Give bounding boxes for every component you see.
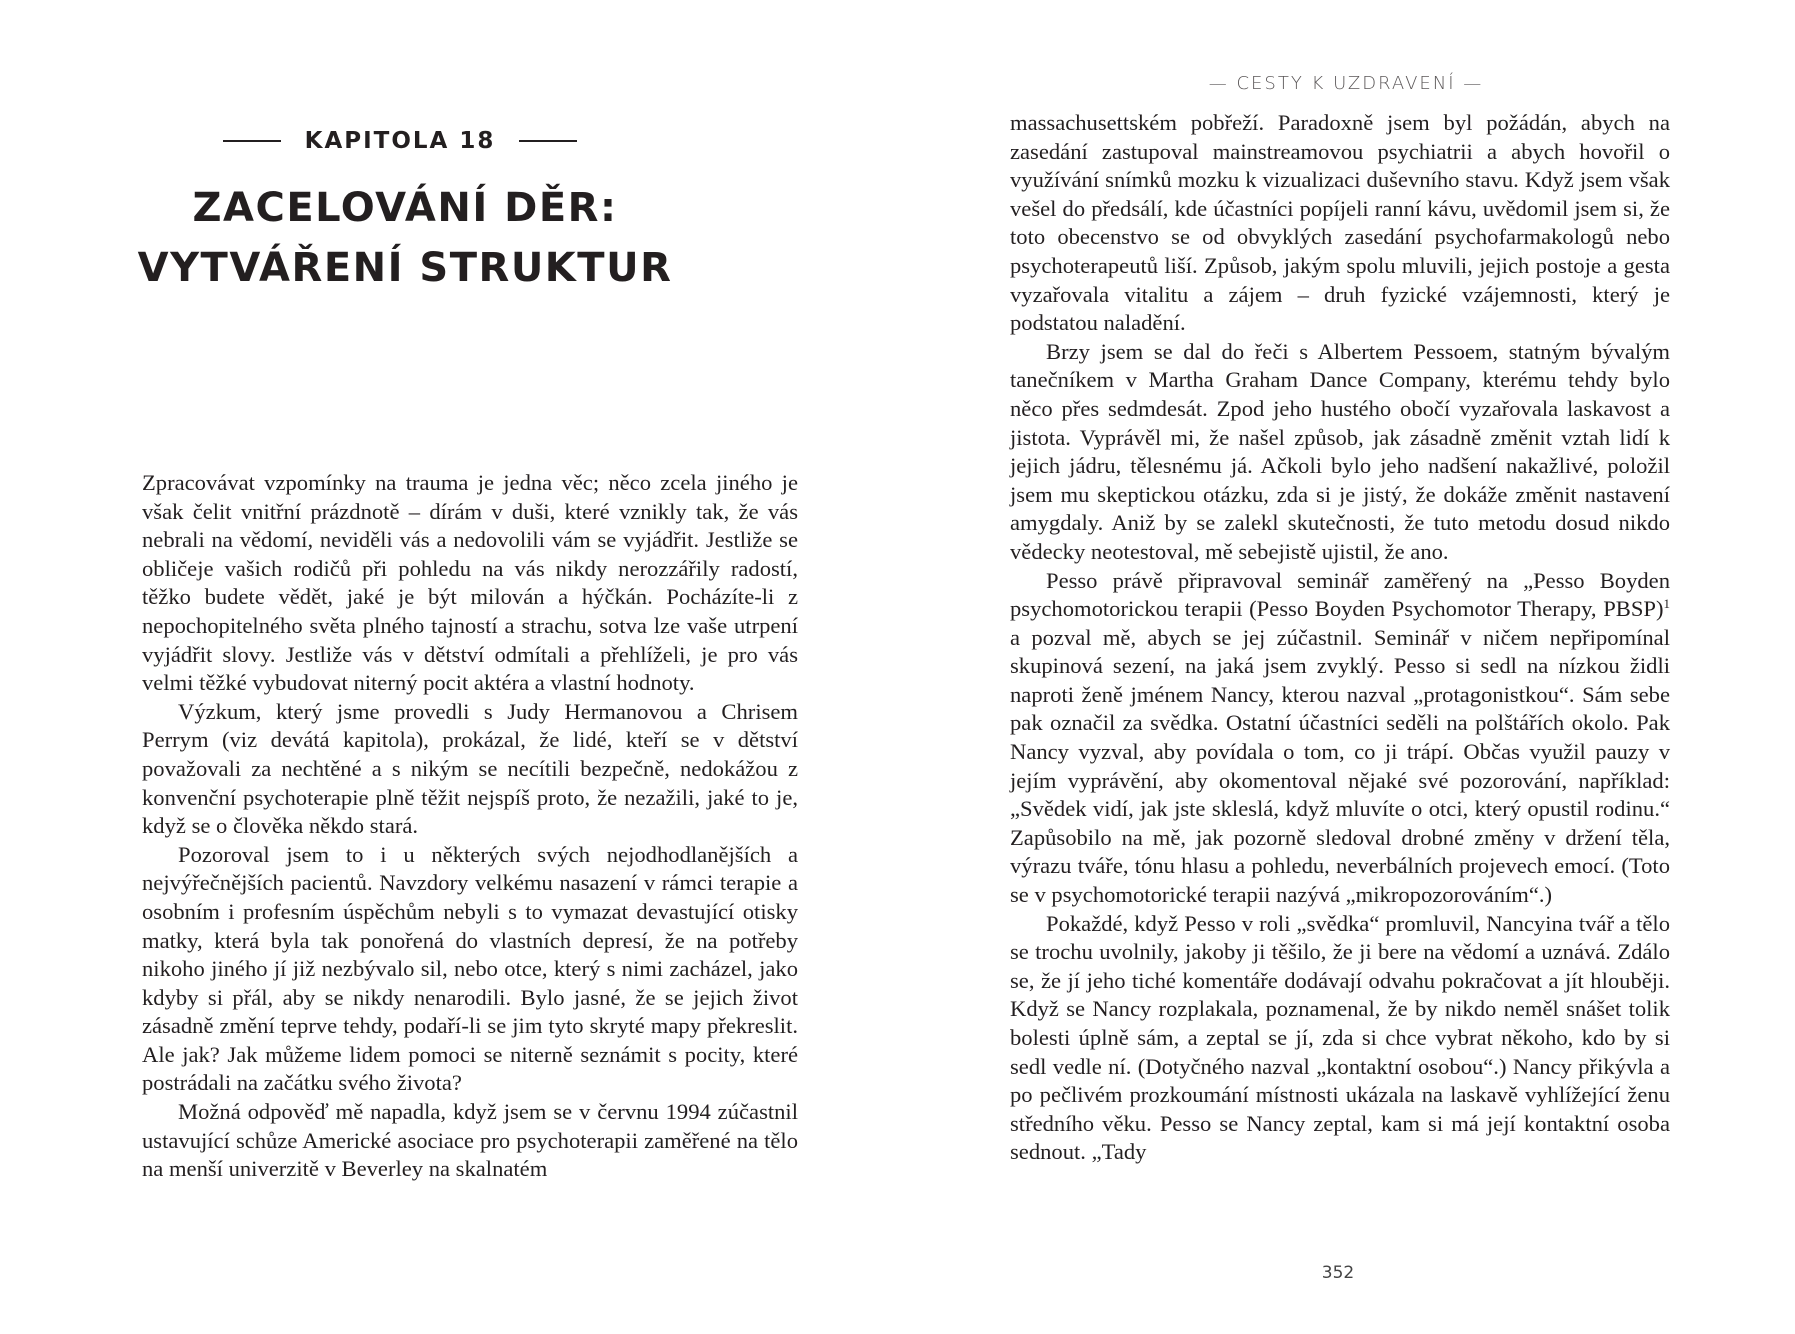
chapter-number: KAPITOLA 18 [304, 128, 496, 154]
chapter-title-line-2: VYTVÁŘENÍ STRUKTUR [137, 245, 673, 291]
paragraph-text: Pesso právě připravoval seminář zaměřený na „Pesso Boyden psychomotorickou terapii (Pesso Boyden Psychomotor Therapy, PBSP) [1010, 567, 1670, 622]
paragraph: Zpracovávat vzpomínky na trauma je jedna věc; něco zcela jiného je však čelit vnitřní prázdnotě – dírám v duši, které vznikly tak, že vás nebrali na vědomí, neviděli vás a nedovolili vám se vyjádřit. Jestliže se obličeje vašich rodičů při pohledu na vás nikdy nerozzářily radostí, těžko budete vědět, jaké je být milován a hýčkán. Pocházíte-li z nepochopitelného světa plného tajností a strachu, sotva lze vaše utrpení vyjádřit slovy. Jestliže vás v dětství odmítali a přehlíželi, je pro vás velmi těžké vybudovat niterný pocit aktéra a vlastní hodnoty. [142, 470, 798, 696]
paragraph [1010, 567, 1670, 910]
paragraph: Možná odpověď mě napadla, když jsem se v červnu 1994 zúčastnil ustavující schůze Americké asociace pro psychoterapii zaměřené na tělo na menší univerzitě v Beverley na skalnatém [142, 1099, 798, 1182]
left-page [0, 0, 897, 1334]
decorative-rule-left [223, 140, 281, 142]
page-number: 352 [1321, 1263, 1355, 1283]
right-page [897, 0, 1795, 1334]
paragraph: Pozoroval jsem to i u některých svých nejodhodlanějších a nejvýřečnějších pacientů. Navzdory velkému nasazení v rámci terapie a osobním i profesním úspěchům nebyli s to vymazat devastující otisky matky, která byla tak ponořená do vlastních depresí, že na potřeby nikoho jiného jí již nezbývalo sil, nebo otce, který s nimi zacházel, jako kdyby si přál, aby se nikdy nenarodili. Bylo jasné, že se jejich život zásadně změní teprve tehdy, podaří-li se jim tyto skryté mapy překreslit. Ale jak? Jak můžeme lidem pomoci se niterně seznámit s pocity, které postrádali na začátku svého života? [142, 841, 798, 1096]
decorative-rule-right [519, 140, 577, 142]
running-head: — CESTY K UZDRAVENÍ — [1208, 73, 1484, 94]
paragraph: Pokaždé, když Pesso v roli „svědka“ promluvil, Nancyina tvář a tělo se trochu uvolnily, jakoby ji těšilo, že ji bere na vědomí a uznává. Zdálo se, že jí jeho tiché komentáře dodávají odvahu pokračovat a jít hlouběji. Když se Nancy rozplakala, poznamenal, že by nikdo neměl snášet tolik bolesti úplně sám, a zeptal se jí, zda si chce vybrat někoho, kdo by si sedl vedle ní. (Dotyčného nazval „kontaktní osobou“.) Nancy přikývla a po pečlivém prozkoumání místnosti ukázala na laskavě vyhlížející ženu středního věku. Pesso se Nancy zeptal, kam si má její kontaktní osoba sednout. „Tady [1010, 910, 1670, 1165]
chapter-label [0, 128, 800, 154]
paragraph: Brzy jsem se dal do řeči s Albertem Pessoem, statným bývalým tanečníkem v Martha Graham Dance Company, kterému tehdy bylo něco přes sedmdesát. Zpod jeho hustého obočí vyzařovala laskavost a jistota. Vyprávěl mi, že našel způsob, jak zásadně změnit vztah lidí k jejich jádru, tělesnému já. Ačkoli bylo jeho nadšení nakažlivé, položil jsem mu skeptickou otázku, zda si je jistý, že dokáže změnit nastavení amygdaly. Aniž by se zalekl skutečnosti, že tuto metodu dosud nikdo vědecky neotestoval, mě sebejistě ujistil, že ano. [1010, 338, 1670, 564]
right-body-text [1010, 109, 1670, 1167]
left-body-text [142, 469, 798, 1184]
chapter-title-line-1: ZACELOVÁNÍ DĚR: [192, 185, 618, 231]
chapter-title [0, 178, 810, 298]
paragraph-text: a pozval mě, abych se jej zúčastnil. Seminář v ničem nepřipomínal skupinová sezení, na jaká jsem zvyklý. Pesso si sedl na nízkou židli naproti ženě jménem Nancy, kterou nazval „protagonistkou“. Sám sebe pak označil za svědka. Ostatní účastníci seděli na polštářích okolo. Pak Nancy vyzval, aby povídala o tom, co ji trápí. Občas využil pauzy v jejím vyprávění, aby okomentoval nějaké své pozorování, například: „Svědek vidí, jak jste skleslá, když mluvíte o otci, který opustil rodinu.“ Zapůsobilo na mě, jak pozorně sledoval drobné změny v držení těla, výrazu tváře, tónu hlasu a pohledu, neverbálních projevech emocí. (Toto se v psychomotorické terapii nazývá „mikropozorováním“.) [1010, 624, 1670, 908]
footnote-reference[interactable]: 1 [1663, 596, 1670, 612]
paragraph: Výzkum, který jsme provedli s Judy Hermanovou a Chrisem Perrym (viz devátá kapitola), prokázal, že lidé, kteří se v dětství považovali za nechtěné a s nikým se necítili bezpečně, nedokážou z konvenční psychoterapie plně těžit nejspíš proto, že nezažili, jaké to je, když se o člověka někdo stará. [142, 698, 798, 839]
paragraph: massachusettském pobřeží. Paradoxně jsem byl požádán, abych na zasedání zastupoval mainstreamovou psychiatrii a abych hovořil o využívání snímků mozku k vizualizaci duševního stavu. Když jsem však vešel do předsálí, kde účastníci popíjeli ranní kávu, uvědomil jsem si, že toto obecenstvo se od obvyklých zasedání psychofarmakologů nebo psychoterapeutů liší. Způsob, jakým spolu mluvili, jejich postoje a gesta vyzařovala vitalitu a zájem – druh fyzické vzájemnosti, který je podstatou naladění. [1010, 110, 1670, 336]
